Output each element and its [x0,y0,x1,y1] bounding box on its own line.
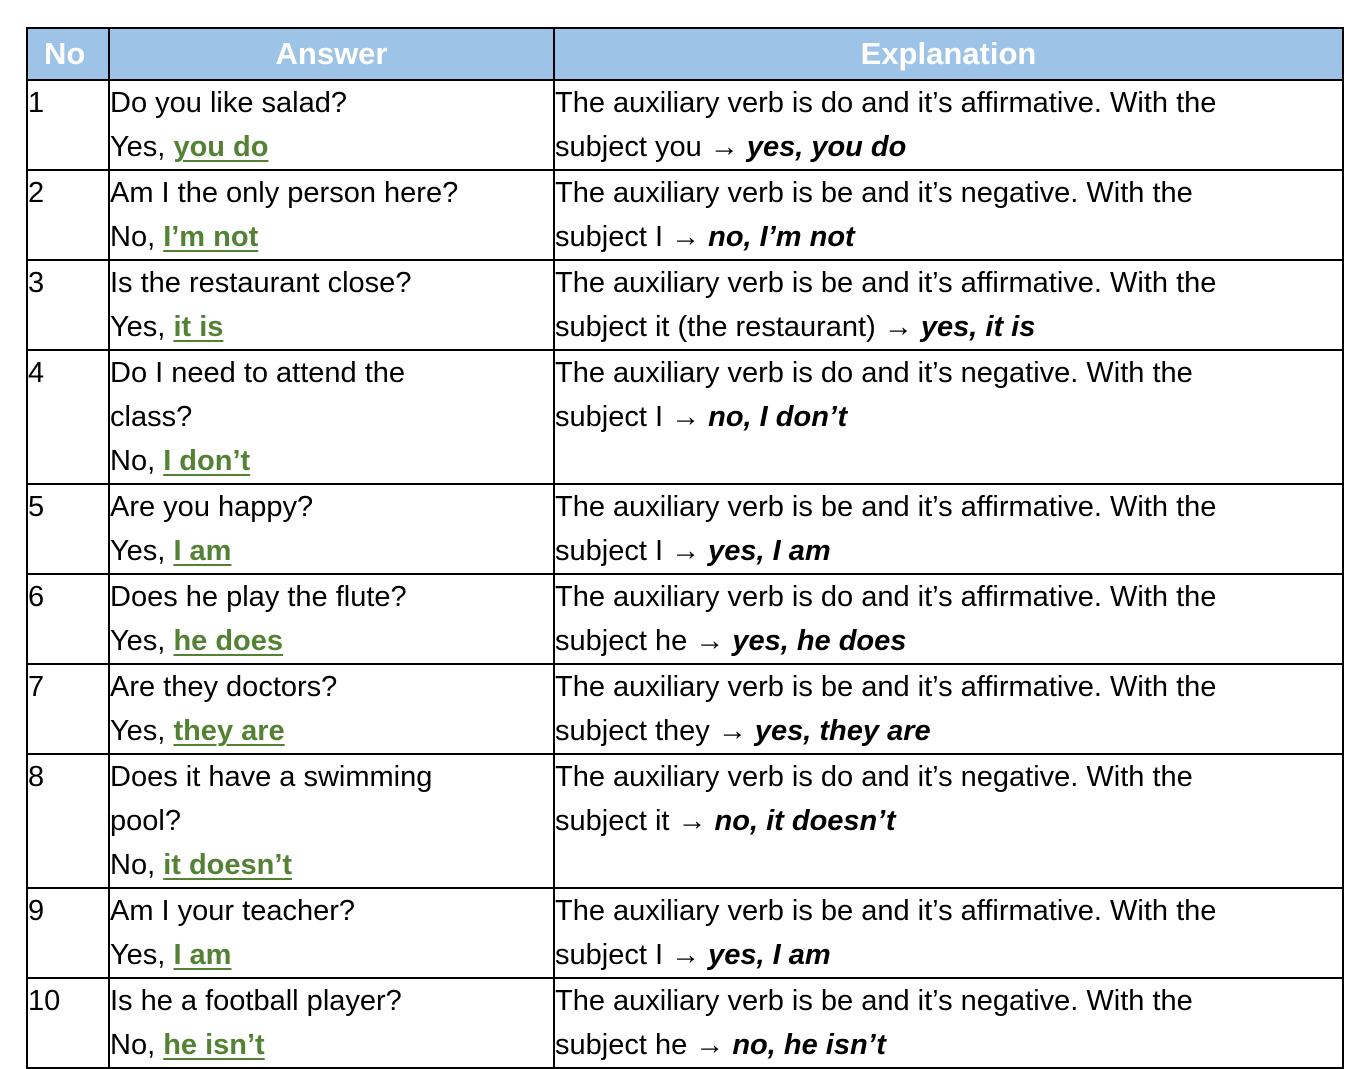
explanation-cell [554,888,1343,978]
arrow-icon: → [677,805,707,837]
arrow-icon: → [671,221,701,253]
answer-line: No, he isn’t [110,1029,265,1061]
explanation-result-line: subject he → no, he isn’t [555,1029,886,1061]
answer-line: Yes, it is [110,311,224,343]
answer-line: Yes, you do [110,131,269,163]
answers-table [26,27,1344,1069]
answer-cell [109,350,554,484]
answer-line: No, I don’t [110,445,251,477]
answer-cell [109,574,554,664]
answer-cell [109,260,554,350]
explanation-result: yes, I am [700,939,831,971]
row-number: 6 [27,574,109,664]
explanation-result: yes, I am [700,535,831,567]
explanation-cell [554,260,1343,350]
row-number: 8 [27,754,109,888]
question-text-continued: class? [110,401,193,433]
explanation-result: yes, it is [912,311,1036,343]
explanation-result-line: subject they → yes, they are [555,715,931,747]
short-answer: I don’t [163,445,251,477]
explanation-cell [554,484,1343,574]
question-text: Are they doctors? [110,671,338,703]
explanation-text: The auxiliary verb is be and it’s affirmative. With the [555,895,1217,927]
explanation-result: yes, they are [746,715,931,747]
question-text-continued: pool? [110,805,181,837]
answer-line: Yes, they are [110,715,285,747]
answer-cell [109,484,554,574]
explanation-result: yes, he does [724,625,907,657]
row-number: 10 [27,978,109,1068]
answer-line: No, I’m not [110,221,259,253]
answer-line: No, it doesn’t [110,849,293,881]
table-row [27,350,1343,484]
question-text: Do I need to attend the [110,357,406,389]
arrow-icon: → [709,131,739,163]
table-row [27,260,1343,350]
explanation-text: The auxiliary verb is be and it’s affirmative. With the [555,267,1217,299]
arrow-icon: → [671,535,701,567]
table-row [27,754,1343,888]
explanation-cell [554,574,1343,664]
explanation-result-line: subject it (the restaurant) → yes, it is [555,311,1036,343]
question-text: Do you like salad? [110,87,347,119]
explanation-cell [554,978,1343,1068]
answer-cell [109,978,554,1068]
explanation-result-line: subject I → yes, I am [555,939,831,971]
answer-cell [109,170,554,260]
row-number: 7 [27,664,109,754]
question-text: Does he play the flute? [110,581,407,613]
explanation-text: The auxiliary verb is be and it’s affirmative. With the [555,671,1217,703]
explanation-text: The auxiliary verb is do and it’s affirmative. With the [555,87,1217,119]
explanation-result-line: subject I → no, I don’t [555,401,848,433]
arrow-icon: → [671,401,701,433]
explanation-cell [554,664,1343,754]
explanation-text: The auxiliary verb is be and it’s affirmative. With the [555,491,1217,523]
explanation-cell [554,170,1343,260]
row-number: 1 [27,80,109,170]
table-row [27,80,1343,170]
answer-cell [109,888,554,978]
answer-line: Yes, he does [110,625,284,657]
short-answer: it is [173,311,224,343]
header-row [27,28,1343,80]
arrow-icon: → [717,715,747,747]
question-text: Does it have a swimming [110,761,433,793]
explanation-result: no, I’m not [700,221,855,253]
short-answer: I’m not [163,221,259,253]
row-number: 4 [27,350,109,484]
short-answer: he does [173,625,284,657]
question-text: Is the restaurant close? [110,267,412,299]
explanation-result: no, it doesn’t [706,805,896,837]
arrow-icon: → [695,625,725,657]
header-explanation: Explanation [554,28,1343,80]
question-text: Are you happy? [110,491,314,523]
answer-cell [109,80,554,170]
short-answer: you do [173,131,269,163]
arrow-icon: → [883,311,913,343]
explanation-cell [554,754,1343,888]
explanation-result: no, I don’t [700,401,848,433]
table-row [27,574,1343,664]
arrow-icon: → [671,939,701,971]
arrow-icon: → [695,1029,725,1061]
table-row [27,484,1343,574]
table-row [27,978,1343,1068]
row-number: 2 [27,170,109,260]
row-number: 5 [27,484,109,574]
header-no: No [27,28,109,80]
table-row [27,888,1343,978]
question-text: Am I the only person here? [110,177,459,209]
table-row [27,664,1343,754]
explanation-result: yes, you do [738,131,907,163]
row-number: 9 [27,888,109,978]
explanation-result-line: subject it → no, it doesn’t [555,805,896,837]
answer-cell [109,754,554,888]
row-number: 3 [27,260,109,350]
explanation-text: The auxiliary verb is be and it’s negative. With the [555,985,1193,1017]
explanation-result-line: subject I → yes, I am [555,535,831,567]
table-row [27,170,1343,260]
question-text: Is he a football player? [110,985,402,1017]
short-answer: it doesn’t [163,849,293,881]
explanation-text: The auxiliary verb is do and it’s negative. With the [555,761,1193,793]
answer-cell [109,664,554,754]
answer-line: Yes, I am [110,535,232,567]
short-answer: they are [173,715,285,747]
explanation-result-line: subject I → no, I’m not [555,221,855,253]
short-answer: I am [173,535,232,567]
explanation-result-line: subject he → yes, he does [555,625,907,657]
answer-line: Yes, I am [110,939,232,971]
explanation-text: The auxiliary verb is do and it’s negative. With the [555,357,1193,389]
explanation-text: The auxiliary verb is do and it’s affirmative. With the [555,581,1217,613]
explanation-text: The auxiliary verb is be and it’s negative. With the [555,177,1193,209]
explanation-result-line: subject you → yes, you do [555,131,907,163]
explanation-cell [554,80,1343,170]
question-text: Am I your teacher? [110,895,355,927]
explanation-result: no, he isn’t [724,1029,886,1061]
short-answer: I am [173,939,232,971]
explanation-cell [554,350,1343,484]
short-answer: he isn’t [163,1029,265,1061]
header-answer: Answer [109,28,554,80]
